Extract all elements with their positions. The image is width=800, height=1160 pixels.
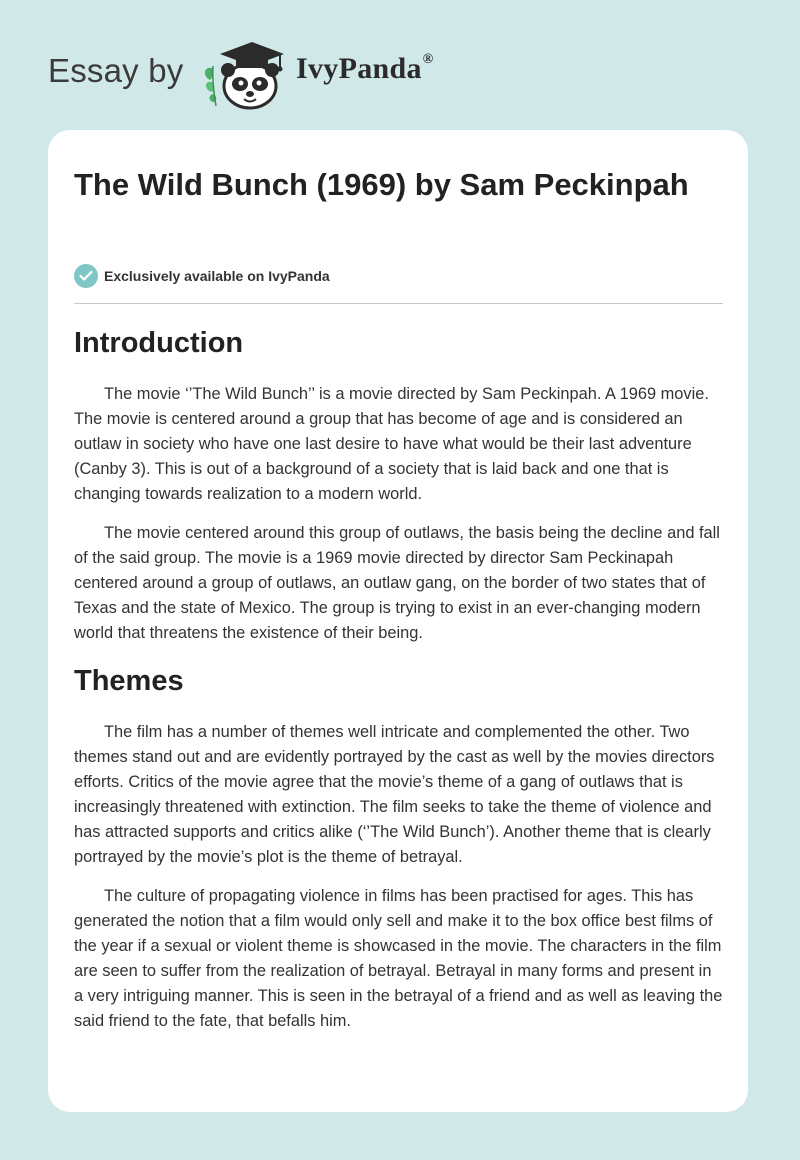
ivypanda-logo[interactable] bbox=[200, 36, 292, 110]
brand-name: IvyPanda bbox=[296, 52, 422, 85]
ivypanda-wordmark[interactable] bbox=[296, 52, 434, 86]
registered-mark: ® bbox=[422, 52, 434, 67]
essay-by-label: Essay by bbox=[48, 52, 184, 89]
section-heading-themes: Themes bbox=[74, 665, 184, 697]
essay-body bbox=[74, 322, 724, 1048]
paragraph: The culture of propagating violence in films has been practised for ages. This has generated the notion that a film would only sell and make it to the box office best films of the year if a sexual or violent theme is showcased in the movie. The characters in the film are seen to suffer from the realization of betrayal. Betrayal in many forms and present in a very intriguing manner. This is seen in the betrayal of a friend and as well as leaving the said friend to the fate, that befalls him. bbox=[74, 887, 723, 1030]
exclusive-badge bbox=[74, 263, 330, 289]
section-heading-introduction: Introduction bbox=[74, 327, 244, 359]
check-icon bbox=[74, 264, 98, 288]
paragraph: The movie centered around this group of outlaws, the basis being the decline and fall of the said group. The movie is a 1969 movie directed by director Sam Peckinapah centered around a group of outlaws, an outlaw gang, on the border of two states that of Texas and the state of Mexico. The group is trying to exist in an ever-changing modern world that threatens the existence of their being. bbox=[74, 524, 720, 642]
panda-graduate-icon bbox=[200, 36, 292, 110]
paragraph: The film has a number of themes well intricate and complemented the other. Two themes stand out and are evidently portrayed by the cast as well by the movies directors efforts. Critics of the movie agree that the movie’s theme of a gang of outlaws that is increasingly threatened with extinction. The film seeks to take the theme of violence and has attracted supports and critics alike (‘’The Wild Bunch’). Another theme that is clearly portrayed by the movie’s plot is the theme of betrayal. bbox=[74, 723, 715, 866]
title-divider bbox=[74, 303, 723, 304]
paragraph: The movie ‘’The Wild Bunch’’ is a movie directed by Sam Peckinpah. A 1969 movie. The movie is centered around a group that has become of age and is considered an outlaw in society who have one last desire to have what would be their last adventure (Canby 3). This is out of a background of a society that is laid back and one that is changing towards realization to a modern world. bbox=[74, 385, 709, 503]
site-header bbox=[48, 36, 508, 110]
exclusive-badge-text: Exclusively available on IvyPanda bbox=[104, 268, 330, 284]
essay-card bbox=[48, 130, 748, 1112]
essay-title: The Wild Bunch (1969) by Sam Peckinpah bbox=[74, 167, 689, 202]
